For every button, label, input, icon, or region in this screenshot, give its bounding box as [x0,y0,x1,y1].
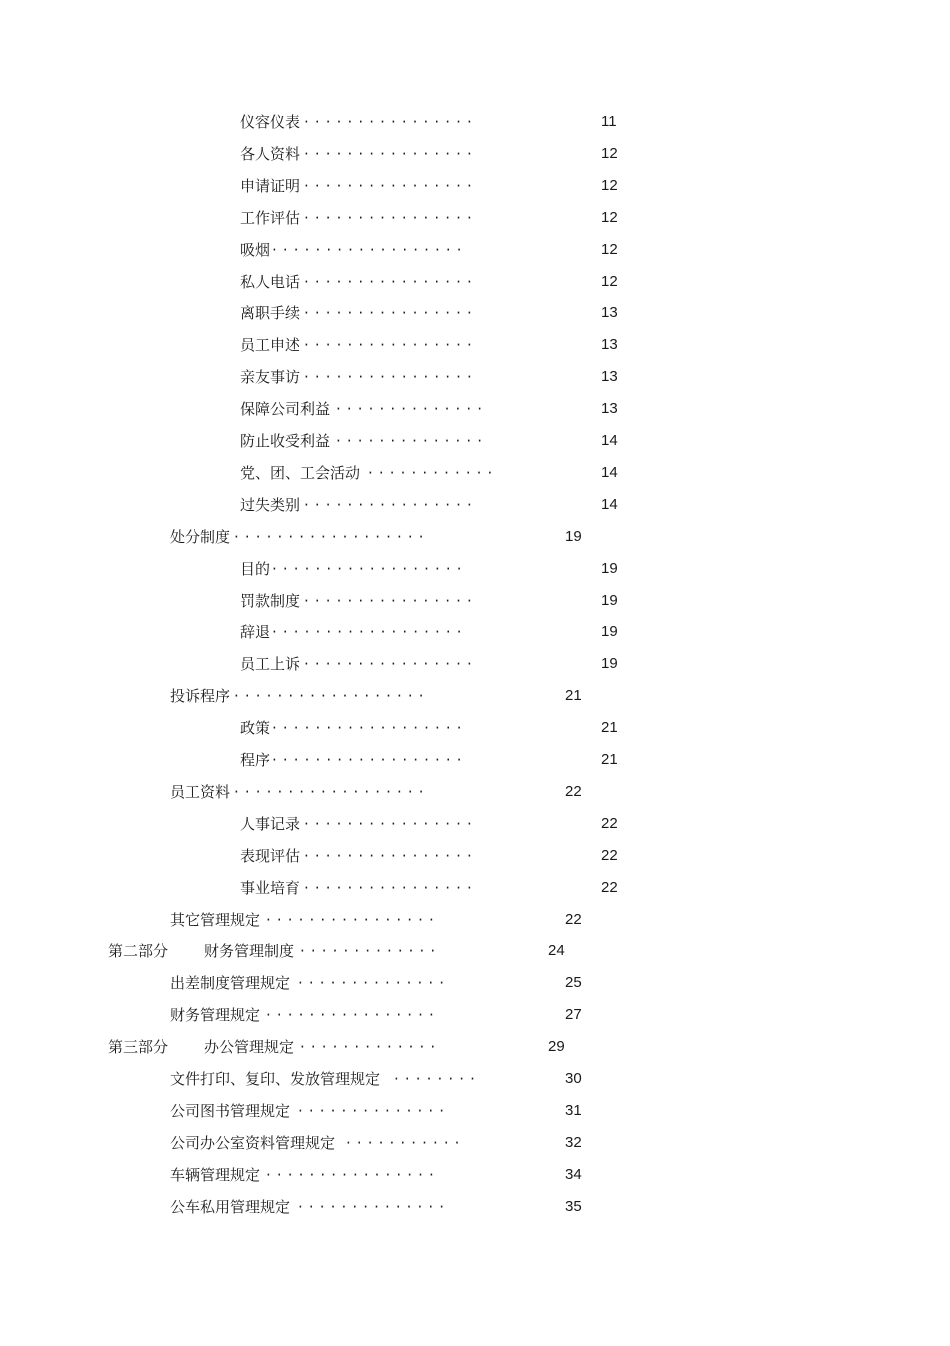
toc-entry[interactable] [0,297,950,329]
toc-page-number: 32 [565,1133,582,1151]
toc-entry[interactable] [0,202,950,234]
toc-entry-title: 表现评估 [240,846,301,865]
toc-page-number: 22 [601,878,618,896]
dot-leader: ················ [304,496,478,513]
toc-page-number: 19 [601,559,618,577]
toc-entry-title: 员工资料 [170,782,231,801]
dot-leader: ················ [304,847,478,864]
toc-entry[interactable] [0,1191,950,1223]
dot-leader: ················ [304,815,478,832]
toc-entry-title: 程序 [240,751,271,769]
toc-entry[interactable] [0,393,950,425]
dot-leader: ················ [304,656,478,673]
toc-entry[interactable] [0,872,950,904]
dot-leader: ·············· [298,975,451,992]
toc-page-number: 19 [601,655,618,673]
dot-leader: ············· [300,1039,442,1056]
toc-entry-title: 罚款制度 [240,591,301,610]
toc-page-number: 25 [565,974,582,992]
toc-page-number: 35 [565,1197,582,1215]
toc-entry[interactable] [0,425,950,457]
dot-leader: ················ [266,1166,440,1183]
toc-entry[interactable] [0,266,950,298]
toc-entry[interactable] [0,680,950,712]
dot-leader: ············ [368,464,499,481]
toc-entry[interactable] [0,1031,950,1063]
toc-entry-title: 过失类别 [240,495,301,514]
toc-entry-title: 人事记录 [240,814,301,833]
toc-entry-title: 其它管理规定 [170,910,261,929]
toc-entry-title: 政策 [240,719,271,738]
dot-leader: ·············· [336,401,489,418]
dot-leader: ··········· [346,1134,466,1151]
toc-entry-title: 党、团、工会活动 [240,463,361,482]
dot-leader: ·············· [298,1102,451,1119]
toc-entry[interactable] [0,712,950,744]
toc-entry-title: 文件打印、复印、发放管理规定 [170,1070,381,1088]
toc-entry[interactable] [0,457,950,489]
toc-page-number: 22 [601,846,618,864]
toc-entry-title: 亲友事访 [240,368,301,387]
toc-entry-title: 财务管理规定 [170,1006,261,1025]
toc-entry-title: 各人资料 [240,144,301,163]
toc-page-number: 29 [548,1038,565,1056]
toc-page-number: 12 [601,208,618,226]
toc-entry[interactable] [0,1127,950,1159]
toc-entry[interactable] [0,234,950,266]
dot-leader: ················ [304,879,478,896]
dot-leader: ·············· [298,1198,451,1215]
toc-page-number: 13 [601,336,618,354]
toc-entry-title: 公司图书管理规定 [170,1101,291,1120]
toc-entry-title: 保障公司利益 [240,400,331,419]
dot-leader: ················ [304,369,478,386]
dot-leader: ·············· [336,433,489,449]
toc-page-number: 21 [565,687,582,705]
toc-page-number: 14 [601,495,618,513]
toc-page-number: 21 [601,719,618,737]
toc-entry[interactable] [0,521,950,553]
toc-page-number: 31 [565,1101,582,1119]
toc-entry-title: 办公管理规定 [204,1038,295,1057]
dot-leader: ················ [304,145,478,162]
toc-entry[interactable] [0,904,950,936]
toc-entry-title: 员工上诉 [240,655,301,674]
toc-page-number: 13 [601,368,618,386]
toc-entry[interactable] [0,776,950,808]
toc-entry-title: 公车私用管理规定 [170,1197,291,1216]
toc-entry-title: 吸烟 [240,240,271,259]
toc-entry[interactable] [0,553,950,585]
toc-entry[interactable] [0,967,950,999]
dot-leader: ················ [304,209,478,226]
toc-page-number: 27 [565,1006,582,1024]
dot-leader: ·················· [234,783,430,800]
dot-leader: ·················· [272,560,468,577]
toc-entry-title: 财务管理制度 [204,942,295,961]
dot-leader: ············· [300,943,442,960]
toc-entry-title: 辞退 [240,623,271,642]
toc-entry-title: 员工申述 [240,336,301,355]
toc-entry[interactable] [0,744,950,776]
toc-page-number: 22 [565,910,582,928]
toc-entry[interactable] [0,1095,950,1127]
toc-page-number: 19 [601,623,618,641]
toc-entry[interactable] [0,106,950,138]
toc-page-number: 12 [601,272,618,290]
dot-leader: ················ [304,177,478,194]
toc-entry-title: 车辆管理规定 [170,1165,261,1184]
dot-leader: ·················· [234,688,430,705]
toc-entry-title: 防止收受利益 [240,432,331,450]
dot-leader: ················ [304,337,478,354]
toc-page-number: 14 [601,432,618,449]
toc-entry[interactable] [0,1063,950,1095]
dot-leader: ·················· [272,624,468,641]
dot-leader: ·················· [272,720,468,737]
toc-page-number: 13 [601,400,618,418]
toc-entry[interactable] [0,361,950,393]
toc-entry[interactable] [0,329,950,361]
toc-entry-title: 私人电话 [240,272,301,291]
toc-page-number: 22 [601,814,618,832]
toc-part-number: 第二部分 [108,942,169,961]
toc-page-number: 24 [548,942,565,960]
toc-page-number: 21 [601,751,618,768]
toc-entry-title: 出差制度管理规定 [170,974,291,993]
toc-page-number: 12 [601,144,618,162]
toc-entry-title: 投诉程序 [170,687,231,706]
toc-page-number: 14 [601,463,618,481]
toc-entry[interactable] [0,616,950,648]
toc-entry-title: 目的 [240,559,271,578]
toc-page-number: 12 [601,240,618,258]
dot-leader: ·················· [272,752,468,768]
dot-leader: ········ [394,1071,481,1087]
toc-part-number: 第三部分 [108,1038,169,1057]
toc-entry-title: 处分制度 [170,527,231,546]
toc-entry[interactable] [0,1159,950,1191]
dot-leader: ················ [304,114,478,130]
toc-entry[interactable] [0,935,950,967]
dot-leader: ·················· [234,528,430,545]
toc-entry[interactable] [0,808,950,840]
dot-leader: ················ [304,592,478,609]
dot-leader: ················ [304,273,478,290]
toc-entry[interactable] [0,840,950,872]
dot-leader: ················ [266,911,440,928]
toc-page-number: 11 [601,113,617,130]
toc-entry[interactable] [0,999,950,1031]
toc-page-number: 30 [565,1070,582,1087]
toc-entry[interactable] [0,138,950,170]
toc-entry-title: 仪容仪表 [240,113,301,131]
toc-page-number: 19 [565,527,582,545]
toc-entry[interactable] [0,170,950,202]
toc-entry[interactable] [0,648,950,680]
dot-leader: ·················· [272,241,468,258]
toc-page-number: 13 [601,304,618,322]
toc-entry-title: 离职手续 [240,304,301,323]
dot-leader: ················ [266,1007,440,1024]
toc-entry-title: 事业培育 [240,878,301,897]
toc-entry-title: 申请证明 [240,176,301,195]
toc-page-number: 19 [601,591,618,609]
toc-entry[interactable] [0,489,950,521]
toc-page-number: 22 [565,782,582,800]
toc-entry-title: 工作评估 [240,208,301,227]
toc-entry-title: 公司办公室资料管理规定 [170,1133,336,1152]
toc-page-number: 12 [601,176,618,194]
toc-entry[interactable] [0,585,950,617]
dot-leader: ················ [304,305,478,322]
toc-page-number: 34 [565,1165,582,1183]
